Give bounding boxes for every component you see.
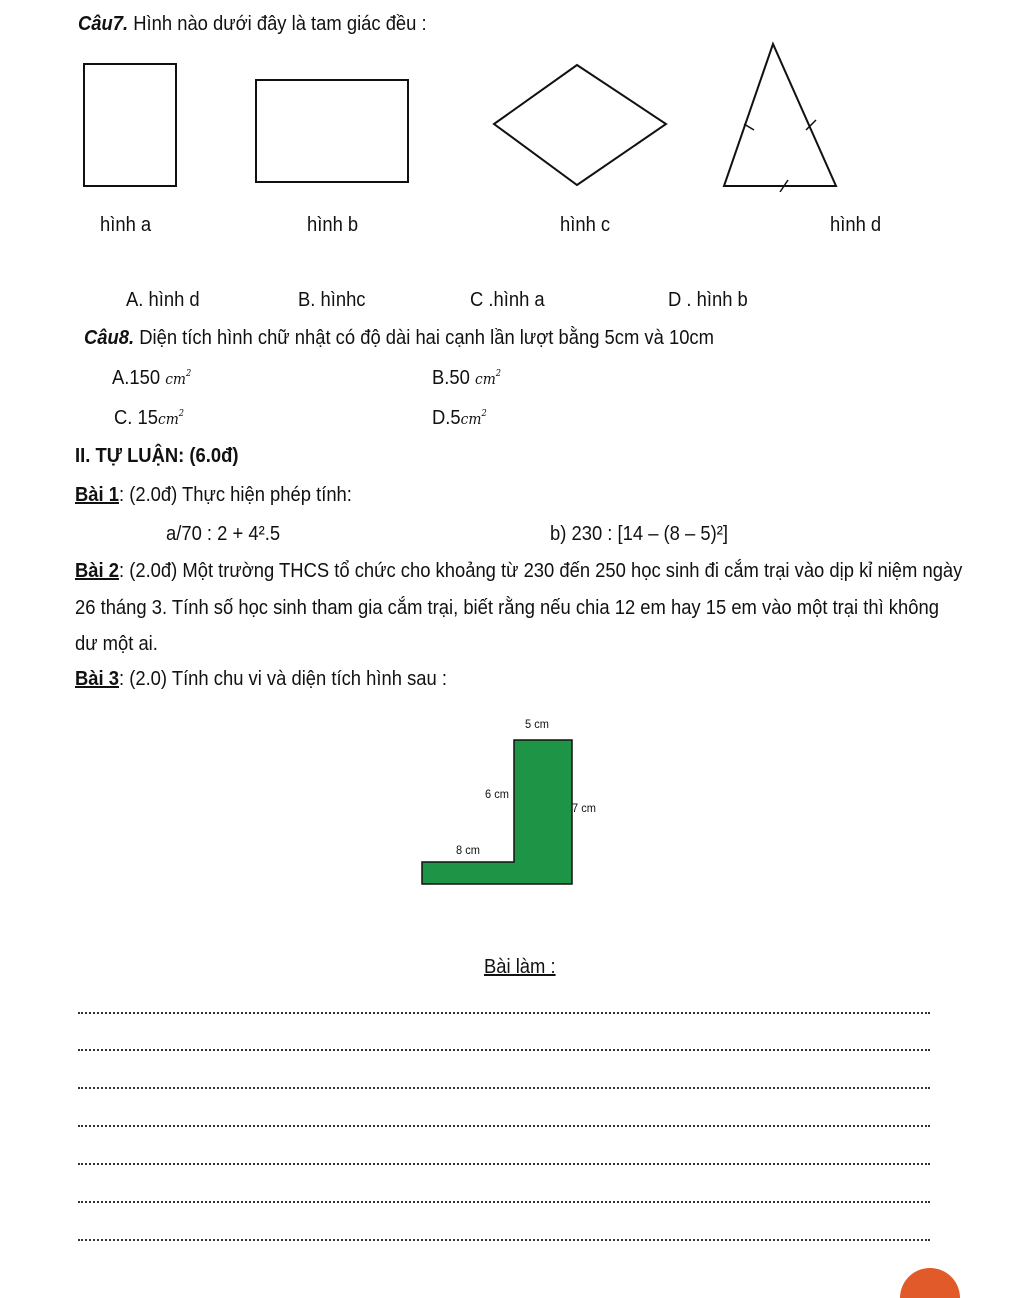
q7-option-d: D . hình b bbox=[668, 289, 748, 311]
work-title: Bài làm : bbox=[484, 956, 556, 978]
bai1-part-a: a/70 : 2 + 4².5 bbox=[166, 523, 281, 545]
dim-right: 7 cm bbox=[572, 801, 596, 815]
q8-question: Diện tích hình chữ nhật có độ dài hai cạnh lần lượt bằng 5cm và 10cm bbox=[139, 327, 714, 349]
label-hinh-b: hình b bbox=[307, 214, 359, 236]
l-shape-figure bbox=[420, 738, 576, 888]
q7-heading bbox=[78, 14, 427, 34]
q7-option-a: A. hình d bbox=[126, 289, 200, 311]
bai3-text: : (2.0) Tính chu vi và diện tích hình sau : bbox=[118, 668, 447, 690]
bai2-line3: dư một ai. bbox=[75, 633, 158, 655]
q7-option-b: B. hìnhc bbox=[298, 289, 366, 311]
label-hinh-c: hình c bbox=[560, 214, 611, 236]
l-shape bbox=[422, 740, 572, 884]
answer-line-3[interactable] bbox=[78, 1087, 930, 1089]
label-hinh-d: hình d bbox=[830, 214, 882, 236]
q8-number: Câu8. bbox=[84, 327, 135, 349]
answer-line-4[interactable] bbox=[78, 1125, 930, 1127]
answer-line-7[interactable] bbox=[78, 1239, 930, 1241]
shape-triangle bbox=[720, 40, 840, 192]
answer-line-2[interactable] bbox=[78, 1049, 930, 1051]
q8-option-a: A.150 $cm^2$ bbox=[112, 367, 192, 389]
q8-heading bbox=[84, 328, 714, 348]
shape-rhombus bbox=[490, 60, 672, 190]
q8-option-b: B.50 $cm^2$ bbox=[432, 367, 502, 389]
bai2-line2: 26 tháng 3. Tính số học sinh tham gia cắm trại, biết rằng nếu chia 12 em hay 15 em vào một trại thì không bbox=[75, 597, 939, 619]
bai3-title: Bài 3 bbox=[75, 668, 119, 690]
answer-line-6[interactable] bbox=[78, 1201, 930, 1203]
dim-bottom: 8 cm bbox=[456, 843, 480, 857]
shape-square bbox=[80, 60, 180, 190]
shape-rectangle bbox=[250, 76, 414, 186]
section-title: II. TỰ LUẬN: (6.0đ) bbox=[75, 445, 239, 467]
answer-line-1[interactable] bbox=[78, 1012, 930, 1014]
bai3-heading bbox=[75, 669, 447, 689]
bai2-title: Bài 2 bbox=[75, 560, 119, 582]
bai1-text: : (2.0đ) Thực hiện phép tính: bbox=[118, 484, 352, 506]
q7-question: Hình nào dưới đây là tam giác đều : bbox=[133, 13, 427, 35]
label-hinh-a: hình a bbox=[100, 214, 152, 236]
bai1-title: Bài 1 bbox=[75, 484, 119, 506]
bai1-part-b: b) 230 : [14 – (8 – 5)²] bbox=[550, 523, 728, 545]
corner-decoration bbox=[900, 1268, 960, 1298]
q7-number: Câu7. bbox=[78, 13, 129, 35]
q8-option-c: C. $15cm^2$ bbox=[114, 407, 185, 429]
bai1-heading bbox=[75, 485, 352, 505]
dim-inner: 6 cm bbox=[485, 787, 509, 801]
q8-option-d: $D.5cm^2$ bbox=[432, 407, 487, 429]
q7-option-c: C .hình a bbox=[470, 289, 545, 311]
answer-line-5[interactable] bbox=[78, 1163, 930, 1165]
bai2-line1: Bài 2: (2.0đ) Một trường THCS tổ chức cho khoảng từ 230 đến 250 học sinh đi cắm trại vào dịp kỉ niệm ngày bbox=[75, 560, 963, 582]
dim-top: 5 cm bbox=[525, 717, 549, 731]
